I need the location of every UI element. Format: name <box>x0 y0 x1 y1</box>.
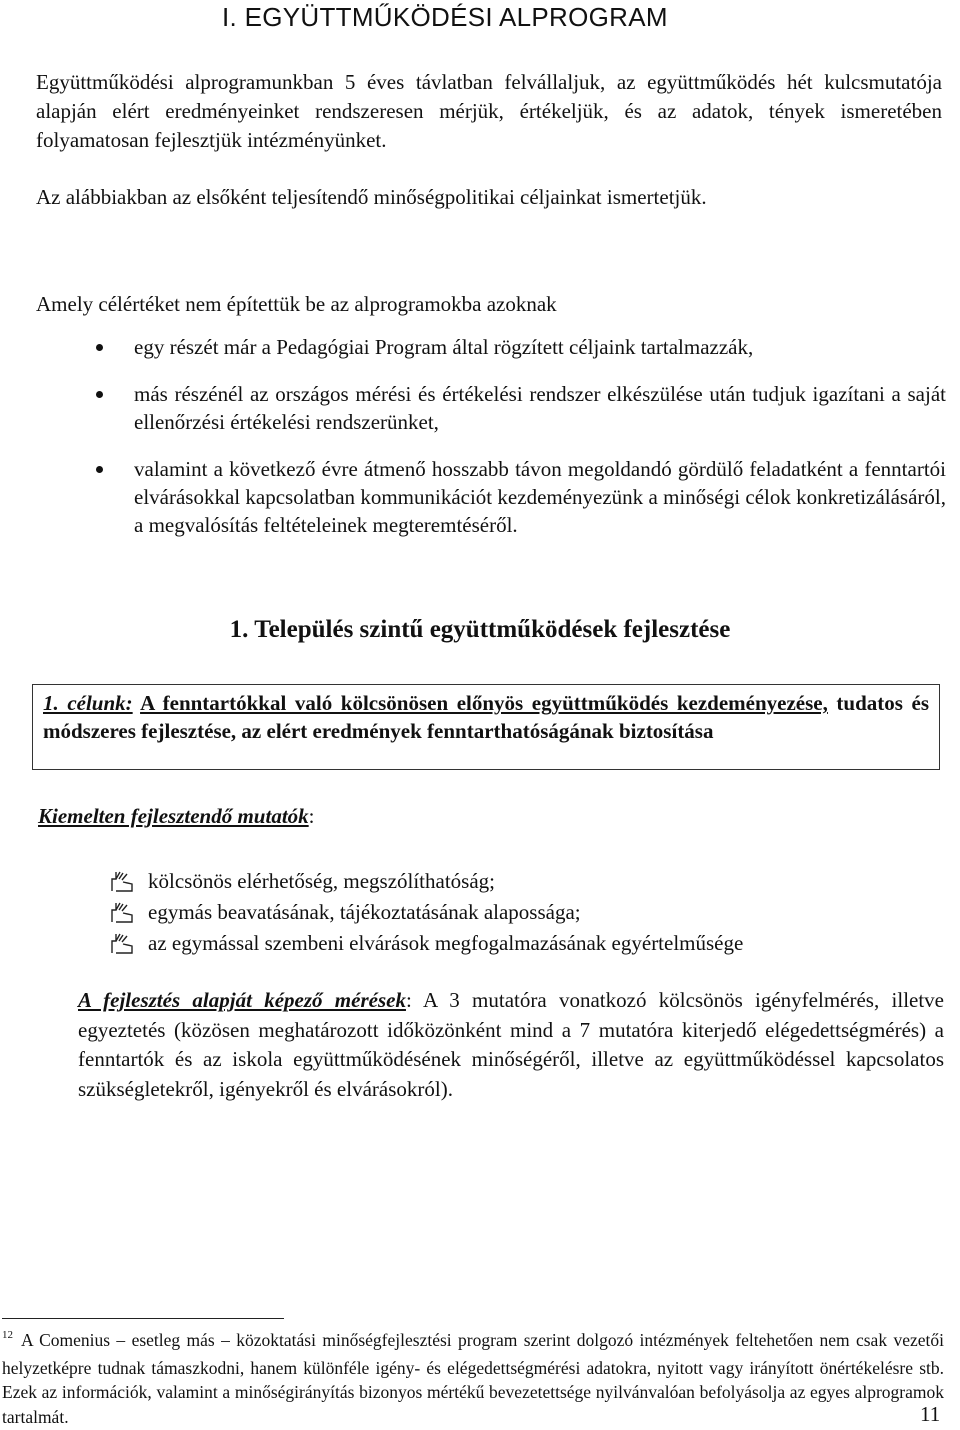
list-item <box>96 455 946 539</box>
list-item <box>110 866 743 897</box>
goal-text: tudatos és módszeres fejlesztése, az elért eredmények fenntarthatóságának biztosítása <box>43 691 929 743</box>
measurement-basis-colon: : <box>405 988 412 1012</box>
footnote <box>2 1328 944 1429</box>
indicator-text: egymás beavatásának, tájékoztatásának alapossága; <box>148 900 581 924</box>
bullet-icon <box>96 344 103 351</box>
bullet-list <box>96 333 946 558</box>
list-item <box>110 928 743 959</box>
indicator-text: az egymással szembeni elvárások megfogalmazásának egyértelműsége <box>148 931 744 955</box>
goal-label: 1. célunk: <box>43 691 133 715</box>
indicator-text: kölcsönös elérhetőség, megszólíthatóság; <box>148 869 496 893</box>
footnote-divider <box>2 1318 284 1319</box>
goal-text-underlined: A fenntartókkal való kölcsönösen előnyös együttműködés kezdeményezése, <box>140 691 828 715</box>
indicators-label: Kiemelten fejlesztendő mutatók <box>38 804 309 828</box>
intro-goals-sentence: Az alábbiakban az elsőként teljesítendő minőségpolitikai céljainkat ismertetjük. <box>36 185 707 209</box>
footnote-text: A Comenius – esetleg más – közoktatási minőségfejlesztési program szerint dolgozó intézmények feltehetően nem csak vezetői helyzetképre tudnak támaszkodni, hanem különféle igény- és elégedettségmérési adatokra, nyitott vagy irányított önértékelésre stb. Ezek az információk, valamint a minőségirányítás bizonyos mértékű bevezetettsége nyilvánvalóan befolyásolja az egyes alprogramok tartalmát. <box>2 1330 944 1427</box>
measurement-basis-label: A fejlesztés alapját képező mérések <box>78 988 406 1012</box>
pointing-hand-icon <box>110 932 134 954</box>
list-item <box>110 897 743 928</box>
indicators-heading <box>38 804 315 829</box>
intro-lead-sentence: Amely célértéket nem építettük be az alprogramokba azoknak <box>36 292 557 316</box>
footnote-number: 12 <box>2 1329 13 1341</box>
intro-paragraph: Együttműködési alprogramunkban 5 éves távlatban felvállaljuk, az együttműködés hét kulcsmutatója alapján elért eredményeinket rendszeresen mérjük, értékeljük, és az adatok, tények ismeretében folyamatosan fejlesztjük intézményünket. <box>36 70 942 152</box>
list-item-text: valamint a következő évre átmenő hosszabb távon megoldandó gördülő feladatként a fenntartói elvárásokkal kapcsolatban kommunikációt kezdeményezünk a minőségi célok konkretizálásáról, a megvalósítás feltételeinek megteremtéséről. <box>134 457 946 537</box>
list-item-text: más részénél az országos mérési és értékelési rendszer elkészülése után tudjuk igazítani a saját ellenőrzési értékelési rendszerünket, <box>134 382 946 434</box>
list-item <box>96 333 946 361</box>
bullet-icon <box>96 466 103 473</box>
page-title: I. EGYÜTTMŰKÖDÉSI ALPROGRAM <box>222 2 668 32</box>
pointing-hand-icon <box>110 901 134 923</box>
indicator-list <box>110 866 743 959</box>
pointing-hand-icon <box>110 870 134 892</box>
goal-box <box>32 684 940 770</box>
indicators-colon: : <box>308 804 315 828</box>
bullet-icon <box>96 391 103 398</box>
section-heading: 1. Település szintű együttműködések fejlesztése <box>229 616 731 643</box>
list-item-text: egy részét már a Pedagógiai Program által rögzített céljaink tartalmazzák, <box>134 335 754 359</box>
list-item <box>96 380 946 436</box>
page-number: 11 <box>920 1402 941 1426</box>
measurement-basis-paragraph <box>78 986 944 1104</box>
measurement-basis-text: A 3 mutatóra vonatkozó kölcsönös igényfelmérés, illetve egyeztetés (közösen meghatározott időközönként mind a 7 mutatóra kiterjedő elégedettségmérés) a fenntartók és az iskola együttműködésének minőségéről, illetve az együttműködéssel kapcsolatos szükségletekről, igényekről és elvárásokról). <box>78 988 944 1101</box>
